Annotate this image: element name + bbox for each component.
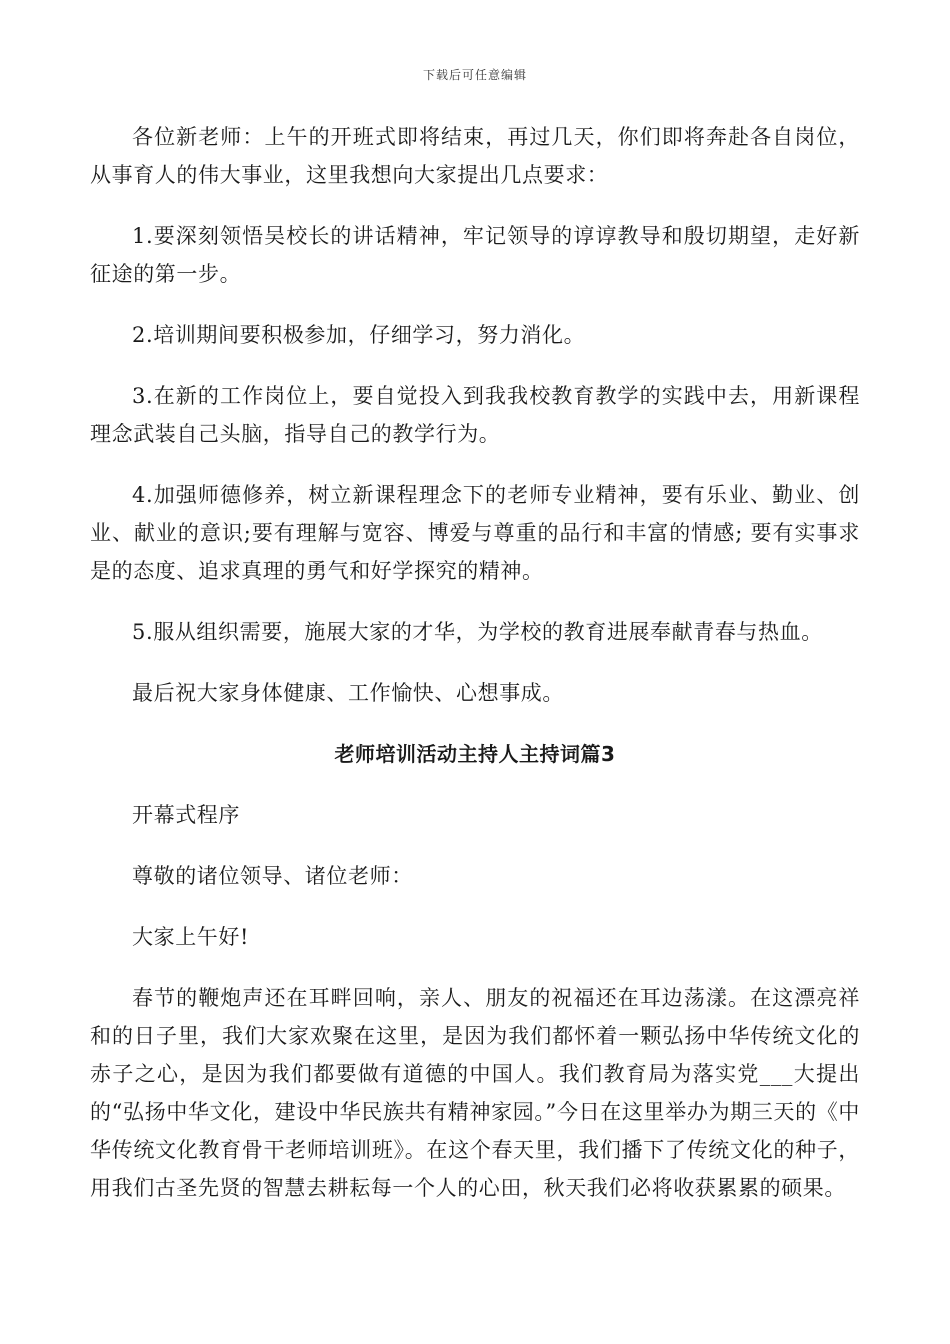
header-note: 下载后可任意编辑 [422, 68, 527, 82]
paragraph-item-3: 3.在新的工作岗位上，要自觉投入到我我校教育教学的实践中去，用新课程理念武装自己头脑，指导自己的教学行为。 [90, 384, 860, 446]
paragraph-item-2: 2.培训期间要积极参加，仔细学习，努力消化。 [132, 323, 586, 347]
paragraph-item-1: 1.要深刻领悟吴校长的讲话精神，牢记领导的谆谆教导和殷切期望，走好新征途的第一步。 [90, 224, 860, 286]
paragraph-closing: 最后祝大家身体健康、工作愉快、心想事成。 [132, 681, 564, 705]
section-title: 老师培训活动主持人主持词篇3 [334, 742, 616, 766]
paragraph-program: 开幕式程序 [132, 803, 240, 827]
paragraph-speech: 春节的鞭炮声还在耳畔回响，亲人、朋友的祝福还在耳边荡漾。在这漂亮祥和的日子里，我们大家欢聚在这里，是因为我们都怀着一颗弘扬中华传统文化的赤子之心，是因为我们都要做有道德的中国人。我们教育局为落实党___大提出的“弘扬中华文化，建设中华民族共有精神家园。”今日在这里举办为期三天的《中华传统文化教育骨干老师培训班》。在这个春天里，我们播下了传统文化的种子，用我们古圣先贤的智慧去耕耘每一个人的心田，秋天我们必将收获累累的硕果。 [90, 986, 860, 1200]
paragraph-greeting: 大家上午好! [132, 925, 250, 949]
paragraph-intro: 各位新老师：上午的开班式即将结束，再过几天，你们即将奔赴各自岗位，从事育人的伟大事业，这里我想向大家提出几点要求： [90, 125, 860, 187]
document-body [90, 118, 860, 1230]
paragraph-item-5: 5.服从组织需要，施展大家的才华，为学校的教育进展奉献青春与热血。 [132, 620, 823, 644]
paragraph-salutation: 尊敬的诸位领导、诸位老师： [132, 864, 413, 888]
paragraph-item-4: 4.加强师德修养，树立新课程理念下的老师专业精神，要有乐业、勤业、创业、献业的意识;要有理解与宽容、博爱与尊重的品行和丰富的情感; 要有实事求是的态度、追求真理的勇气和好学探究的精神。 [90, 483, 860, 583]
